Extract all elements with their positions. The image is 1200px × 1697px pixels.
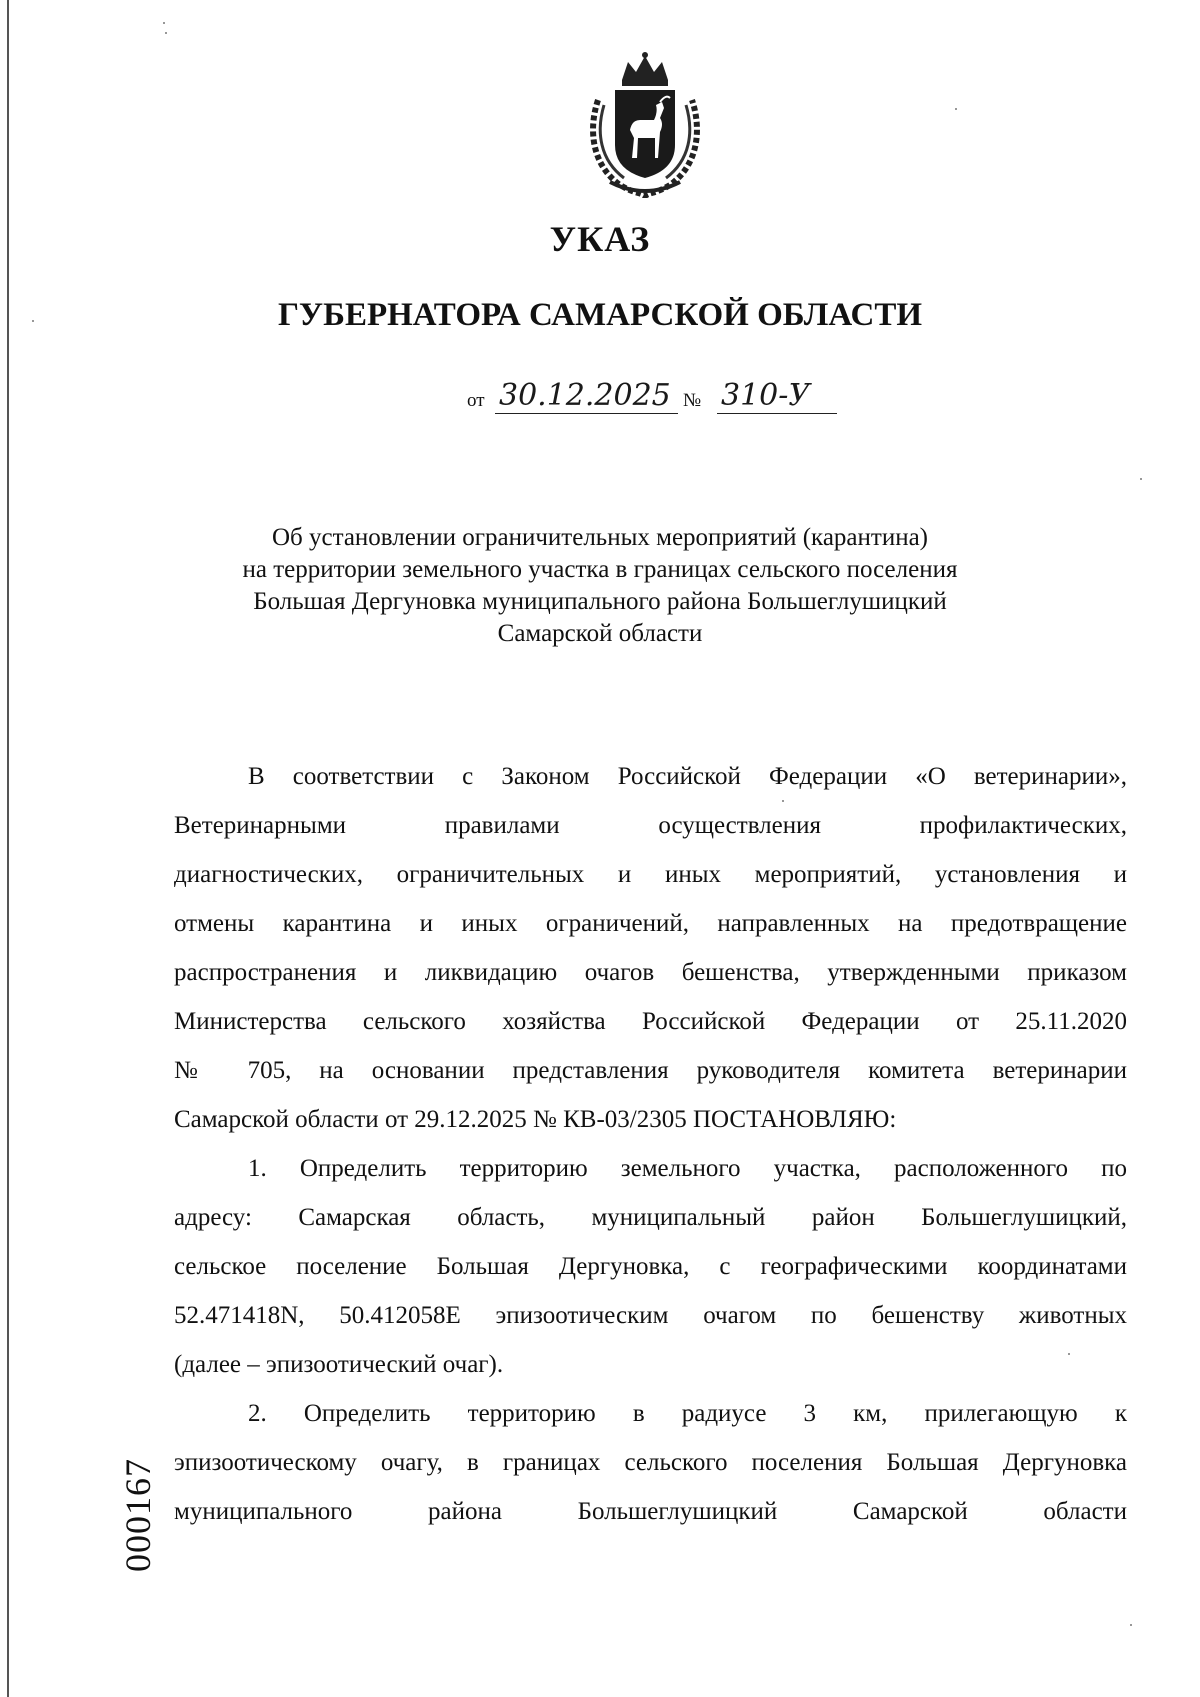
handwritten-date: 30.12.2025 [495,381,678,414]
body-line: отмены карантина и иных ограничений, направленных на предотвращение [174,910,1127,937]
date-number-line [455,378,855,418]
body-line: муниципального района Большеглушицкий Самарской области [174,1498,1127,1525]
body-line: диагностических, ограничительных и иных мероприятий, установления и [174,861,1127,888]
serial-number: 000167 [118,1458,158,1572]
body-line: 52.471418N, 50.412058E эпизоотическим очагом по бешенству животных [174,1302,1127,1329]
scan-speck [1130,1624,1132,1626]
number-prefix: № [683,390,702,411]
body-line: сельское поселение Большая Дергуновка, с географическими координатами [174,1253,1127,1280]
scan-speck [163,22,165,24]
body-line: адресу: Самарская область, муниципальный район Большеглушицкий, [174,1204,1127,1231]
body-line: (далее – эпизоотический очаг). [174,1351,504,1378]
body-line: В соответствии с Законом Российской Федерации «О ветеринарии», [248,763,1127,790]
body-line: Ветеринарными правилами осуществления профилактических, [174,812,1127,839]
heading-line: на территории земельного участка в границах сельского поселения [242,556,958,583]
body-line: 1. Определить территорию земельного участка, расположенного по [248,1155,1127,1182]
body-line: распространения и ликвидацию очагов бешенства, утвержденными приказом [174,959,1127,986]
body-line: № 705, на основании представления руководителя комитета ветеринарии [174,1057,1127,1084]
heading-line: Об установлении ограничительных мероприятий (карантина) [271,524,929,551]
body-line: эпизоотическому очагу, в границах сельского поселения Большая Дергуновка [174,1449,1127,1476]
body-line: 2. Определить территорию в радиусе 3 км, прилегающую к [248,1400,1127,1427]
document-title: УКАЗ [549,219,651,259]
heading-line: Самарской области [497,620,703,647]
scan-speck [955,108,957,110]
body-line: Министерства сельского хозяйства Российской Федерации от 25.11.2020 [174,1008,1127,1035]
body-line: Самарской области от 29.12.2025 № КВ-03/2305 ПОСТАНОВЛЯЮ: [174,1106,897,1133]
document-issuer: ГУБЕРНАТОРА САМАРСКОЙ ОБЛАСТИ [277,297,923,333]
samara-coat-of-arms-icon [580,50,710,198]
date-prefix: от [467,390,485,411]
scan-speck [1140,478,1142,480]
scan-speck [165,32,167,34]
handwritten-number: 310-У [717,381,837,414]
decree-heading [150,522,1050,650]
heading-line: Большая Дергуновка муниципального района Большеглушицкий [253,588,947,615]
decree-body [174,752,1127,1536]
